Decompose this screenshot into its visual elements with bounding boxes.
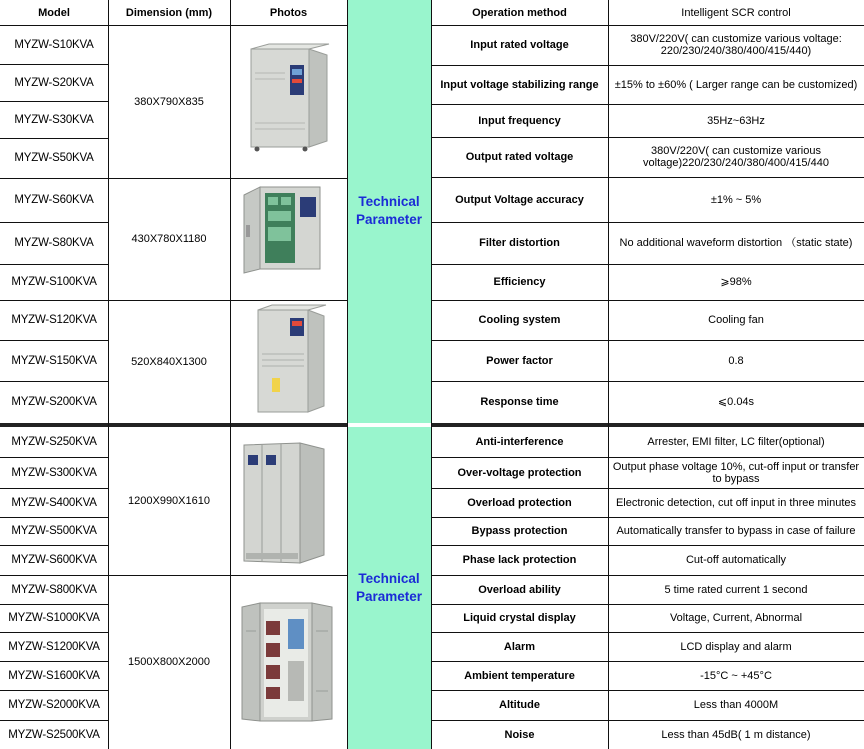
param-value: 35Hz~63Hz [707, 114, 765, 127]
header-dimension: Dimension (mm) [125, 6, 213, 19]
grid-line [431, 632, 864, 633]
product-photo-3 [250, 304, 330, 419]
param-name: Ambient temperature [464, 669, 575, 682]
grid-line [108, 0, 109, 749]
dimension-cell: 380X790X835 [134, 95, 204, 108]
grid-line [608, 0, 609, 749]
dimension-cell: 520X840X1300 [131, 355, 207, 368]
grid-line [0, 661, 108, 662]
model-cell: MYZW-S2500KVA [8, 728, 100, 741]
grid-line [0, 101, 108, 102]
param-value: Intelligent SCR control [681, 6, 791, 19]
model-cell: MYZW-S400KVA [11, 496, 97, 509]
param-name: Operation method [472, 6, 567, 19]
param-name: Efficiency [493, 276, 546, 288]
param-name: Altitude [499, 699, 540, 711]
tech-label-line1: Technical [358, 571, 420, 586]
model-cell: MYZW-S10KVA [14, 38, 94, 51]
grid-line [0, 488, 108, 489]
grid-line [0, 517, 108, 518]
param-value: Voltage, Current, Abnormal [669, 612, 803, 624]
grid-line [431, 65, 864, 66]
grid-line [0, 381, 108, 382]
param-value: No additional waveform distortion （static state) [619, 237, 853, 249]
param-value: -15°C ~ +45°C [700, 669, 772, 682]
grid-line [431, 661, 864, 662]
param-name: Bypass protection [471, 525, 568, 537]
model-cell: MYZW-S1600KVA [8, 669, 100, 682]
param-name: Over-voltage protection [457, 466, 582, 479]
grid-line [0, 690, 108, 691]
model-cell: MYZW-S60KVA [14, 194, 94, 206]
model-cell: MYZW-S500KVA [11, 525, 97, 537]
param-name: Filter distortion [479, 237, 560, 249]
tech-label-line2: Parameter [355, 589, 423, 604]
dimension-cell: 1500X800X2000 [128, 656, 210, 668]
product-photo-2 [240, 185, 332, 275]
param-name: Overload protection [467, 496, 572, 509]
tech-label-top [347, 193, 431, 229]
param-value: ⩽0.04s [717, 396, 755, 408]
param-value: 0.8 [728, 354, 744, 367]
grid-line [0, 340, 108, 341]
model-cell: MYZW-S800KVA [11, 583, 97, 596]
grid-line [0, 300, 347, 301]
model-cell: MYZW-S120KVA [11, 314, 97, 326]
param-name: Input voltage stabilizing range [440, 78, 599, 91]
param-name: Noise [504, 728, 535, 741]
param-value: Less than 45dB( 1 m distance) [661, 728, 811, 741]
model-cell: MYZW-S600KVA [11, 554, 97, 566]
grid-line [431, 137, 864, 138]
param-name: Cooling system [478, 314, 561, 326]
grid-line [0, 178, 347, 179]
model-cell: MYZW-S200KVA [11, 396, 97, 408]
param-name: Input rated voltage [470, 39, 569, 51]
model-cell: MYZW-S250KVA [11, 436, 97, 448]
product-photo-5 [238, 601, 336, 723]
param-value: 5 time rated current 1 second [664, 583, 808, 596]
grid-line [0, 720, 108, 721]
product-photo-4 [238, 437, 330, 567]
param-value: Less than 4000M [693, 699, 779, 711]
param-value: Automatically transfer to bypass in case of failure [616, 525, 856, 537]
grid-line [431, 264, 864, 265]
tech-label-line1: Technical [358, 194, 420, 209]
model-cell: MYZW-S30KVA [14, 113, 94, 126]
grid-line [0, 264, 108, 265]
param-value: ±1% ~ 5% [710, 193, 762, 206]
param-name: Alarm [503, 640, 536, 653]
grid-line [0, 632, 108, 633]
param-name: Phase lack protection [462, 554, 577, 566]
param-name: Anti-interference [475, 436, 564, 448]
param-value: Output phase voltage 10%, cut-off input or transfer to bypass [612, 460, 860, 485]
grid-line [230, 0, 231, 749]
grid-line [431, 340, 864, 341]
grid-line [0, 64, 108, 65]
param-value: LCD display and alarm [680, 640, 792, 653]
model-cell: MYZW-S2000KVA [8, 699, 100, 711]
model-cell: MYZW-S1200KVA [8, 640, 100, 653]
grid-line [431, 25, 864, 26]
param-name: Overload ability [478, 583, 561, 596]
grid-line [0, 545, 108, 546]
param-name: Liquid crystal display [463, 612, 576, 624]
grid-line [431, 177, 864, 178]
grid-line [0, 25, 347, 26]
grid-line [431, 517, 864, 518]
dimension-cell: 1200X990X1610 [128, 495, 210, 507]
param-value: Cut-off automatically [685, 554, 787, 566]
model-cell: MYZW-S20KVA [14, 76, 94, 89]
grid-line [431, 720, 864, 721]
grid-line [0, 604, 108, 605]
grid-line [347, 0, 348, 749]
header-photos: Photos [269, 6, 308, 19]
param-value: Arrester, EMI filter, LC filter(optional) [647, 436, 825, 448]
param-value: ±15% to ±60% ( Larger range can be customized) [614, 78, 858, 91]
grid-line [431, 457, 864, 458]
grid-line [431, 104, 864, 105]
param-name: Response time [480, 396, 559, 408]
grid-line [431, 222, 864, 223]
grid-line [431, 545, 864, 546]
model-cell: MYZW-S300KVA [11, 466, 97, 479]
param-name: Power factor [486, 354, 553, 367]
grid-line [431, 604, 864, 605]
param-value: Cooling fan [708, 314, 764, 326]
grid-line [0, 575, 347, 576]
model-cell: MYZW-S150KVA [11, 354, 97, 367]
product-photo-1 [247, 43, 333, 153]
grid-line [431, 381, 864, 382]
model-cell: MYZW-S50KVA [14, 152, 94, 164]
header-model: Model [38, 6, 70, 19]
grid-line [431, 300, 864, 301]
tech-label-bottom [347, 570, 431, 606]
model-cell: MYZW-S1000KVA [8, 612, 100, 624]
grid-line [0, 138, 108, 139]
model-cell: MYZW-S80KVA [14, 237, 94, 249]
param-value: 380V/220V( can customize various voltage)220/230/240/380/400/415/440 [643, 145, 829, 169]
param-name: Output Voltage accuracy [455, 193, 584, 206]
grid-line [431, 690, 864, 691]
param-name: Input frequency [478, 114, 561, 127]
param-name: Output rated voltage [465, 151, 574, 163]
tech-label-line2: Parameter [355, 212, 423, 227]
param-value: ⩾98% [720, 276, 752, 288]
model-cell: MYZW-S100KVA [11, 276, 97, 288]
dimension-cell: 430X780X1180 [131, 233, 207, 245]
param-value: 380V/220V( can customize various voltage: 220/230/240/380/400/415/440) [630, 33, 842, 57]
grid-line [431, 0, 432, 749]
grid-line [0, 222, 108, 223]
grid-line [0, 457, 108, 458]
grid-line [431, 488, 864, 489]
param-value: Electronic detection, cut off input in three minutes [615, 496, 857, 509]
grid-line [431, 575, 864, 576]
